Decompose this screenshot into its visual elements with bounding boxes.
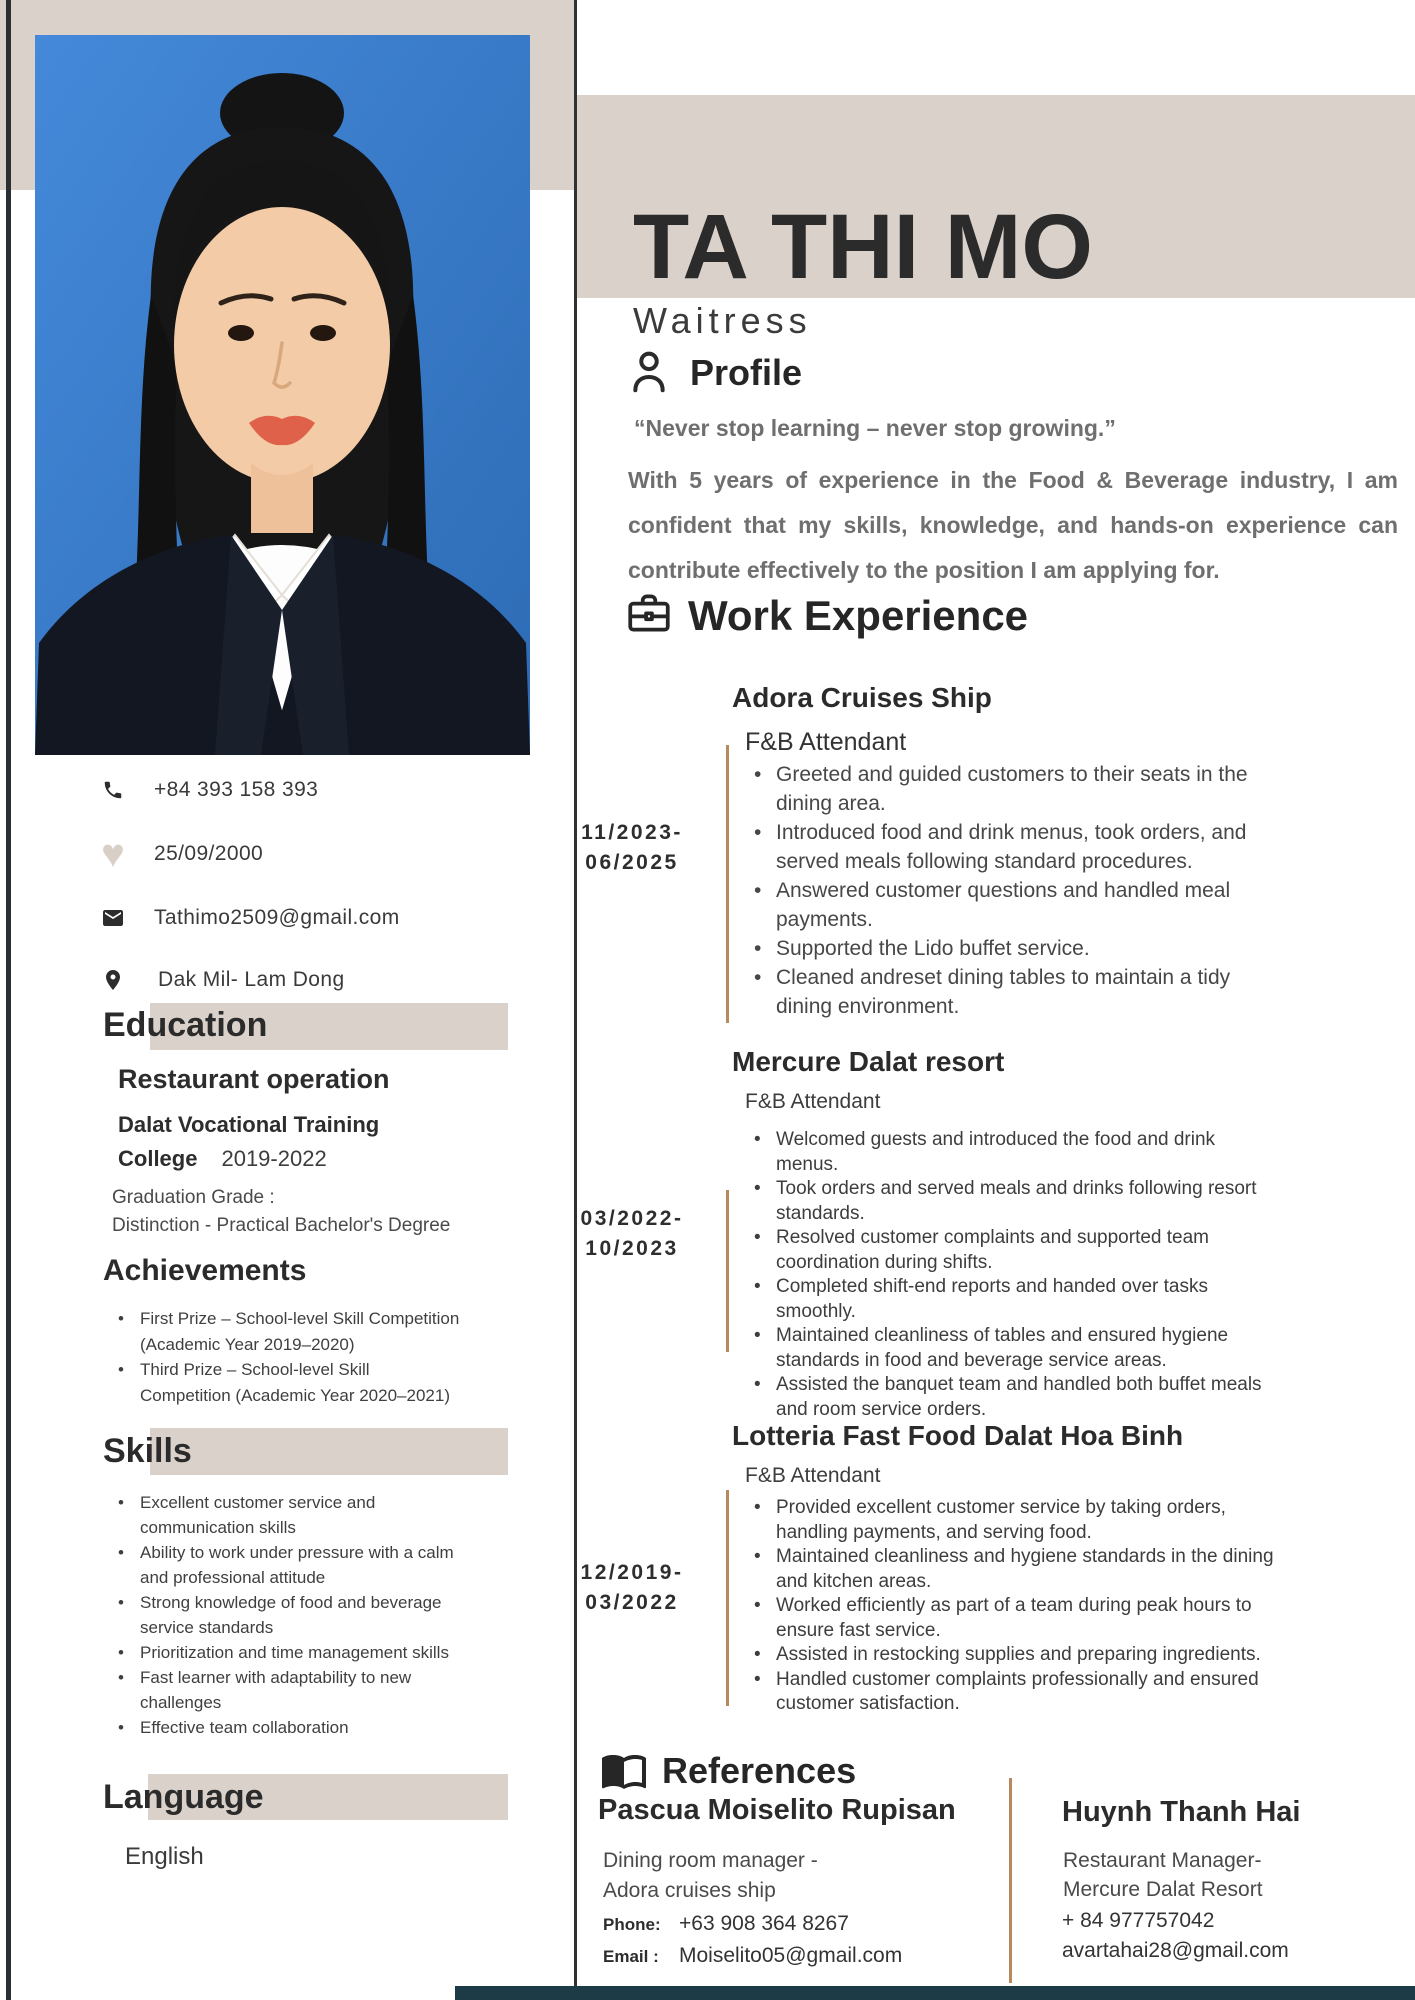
profile-heading: Profile	[690, 352, 803, 393]
job1-company: Adora Cruises Ship	[732, 682, 992, 713]
job3-bullet	[748, 1668, 1275, 1717]
job2-bullet	[748, 1177, 1275, 1226]
education-grade-value: Distinction - Practical Bachelor's Degree	[112, 1215, 451, 1236]
job3-dates	[552, 1558, 712, 1618]
skill-item	[112, 1715, 457, 1740]
job2-bullet-text: Completed shift-end reports and handed over tasks smoothly.	[776, 1276, 1208, 1322]
job1-bullet-text: Introduced food and drink menus, took orders, and served meals following standard procedures.	[776, 821, 1247, 873]
left-edge-accent-line	[6, 0, 11, 2000]
job2-bullet	[748, 1373, 1275, 1422]
job1-dates	[552, 818, 712, 878]
skill-text: Prioritization and time management skills	[140, 1643, 449, 1662]
achievements-list	[112, 1306, 464, 1408]
achievement-item	[112, 1357, 464, 1408]
job3-company: Lotteria Fast Food Dalat Hoa Binh	[732, 1420, 1184, 1451]
phone-icon	[98, 779, 128, 801]
education-school-line1: Dalat Vocational Training	[118, 1112, 380, 1137]
language-heading: Language	[103, 1778, 264, 1816]
profile-quote: “Never stop learning – never stop growing.”	[634, 415, 1116, 441]
job3-bullets	[748, 1496, 1275, 1717]
job2-bullet-text: Maintained cleanliness of tables and ensured hygiene standards in food and beverage service areas.	[776, 1325, 1229, 1371]
job3-bullet-text: Maintained cleanliness and hygiene standards in the dining and kitchen areas.	[776, 1546, 1274, 1592]
job3-bullet-text: Handled customer complaints professionally and ensured customer satisfaction.	[776, 1668, 1259, 1714]
job3-bullet	[748, 1496, 1275, 1545]
job3-date-line1: 12/2019-	[580, 1561, 684, 1584]
references-divider-line	[1009, 1778, 1012, 1983]
education-years: 2019-2022	[221, 1146, 327, 1171]
job1-timeline-line	[726, 745, 729, 1023]
contact-address-row	[98, 962, 345, 998]
open-book-icon	[598, 1746, 650, 1794]
ref1-role-line1: Dining room manager -	[603, 1849, 818, 1872]
job3-bullet	[748, 1594, 1275, 1643]
skills-list	[112, 1490, 457, 1740]
job2-bullet	[748, 1324, 1275, 1373]
job2-company: Mercure Dalat resort	[732, 1046, 1005, 1077]
skill-item	[112, 1590, 457, 1640]
education-school	[118, 1108, 379, 1176]
job1-bullet-text: Answered customer questions and handled meal payments.	[776, 879, 1231, 931]
ref1-role	[603, 1846, 818, 1906]
job2-bullet	[748, 1226, 1275, 1275]
references-heading: References	[662, 1750, 857, 1791]
ref1-email: Moiselito05@gmail.com	[679, 1944, 903, 1967]
envelope-icon	[98, 906, 128, 930]
ref2-role-line2: Mercure Dalat Resort	[1063, 1878, 1263, 1901]
contact-email: Tathimo2509@gmail.com	[154, 906, 400, 929]
job3-bullet-text: Assisted in restocking supplies and preparing ingredients.	[776, 1644, 1261, 1665]
job3-bullet	[748, 1643, 1275, 1668]
column-divider-line	[574, 0, 577, 1993]
education-school-word: College	[118, 1146, 198, 1171]
job1-date-line1: 11/2023-	[581, 821, 683, 844]
location-pin-icon	[98, 968, 128, 992]
job3-timeline-line	[726, 1490, 729, 1706]
contact-phone: +84 393 158 393	[154, 778, 319, 801]
briefcase-icon	[624, 588, 674, 638]
skills-heading-highlight	[150, 1428, 508, 1475]
education-school-line2	[118, 1142, 379, 1176]
achievement-text: First Prize – School-level Skill Competition (Academic Year 2019–2020)	[140, 1309, 460, 1354]
work-experience-heading: Work Experience	[688, 592, 1029, 639]
skill-text: Strong knowledge of food and beverage service standards	[140, 1593, 442, 1637]
job1-bullet	[748, 876, 1288, 934]
footer-bar	[455, 1986, 1415, 2000]
ref2-role	[1063, 1846, 1263, 1904]
job3-role: F&B Attendant	[745, 1464, 881, 1487]
job1-bullet	[748, 934, 1288, 963]
job2-timeline-line	[726, 1190, 729, 1352]
contact-phone-row	[98, 772, 318, 808]
job2-bullet-text: Took orders and served meals and drinks following resort standards.	[776, 1178, 1257, 1224]
job2-bullet-text: Welcomed guests and introduced the food and drink menus.	[776, 1129, 1216, 1175]
ref1-email-label: Email :	[603, 1947, 659, 1966]
ref1-phone-row	[603, 1912, 849, 1936]
ref2-phone: + 84 977757042	[1062, 1909, 1215, 1932]
job1-bullet	[748, 760, 1288, 818]
ref2-name: Huynh Thanh Hai	[1062, 1796, 1301, 1828]
job2-bullet	[748, 1275, 1275, 1324]
ref1-name: Pascua Moiselito Rupisan	[598, 1794, 956, 1826]
profile-body: With 5 years of experience in the Food & Beverage industry, I am confident that my skills, knowledge, and hands-on experience can contribute effectively to the position I am applying for.	[628, 467, 1398, 583]
job2-bullet-text: Resolved customer complaints and supported team coordination during shifts.	[776, 1227, 1210, 1273]
job1-date-line2: 06/2025	[585, 851, 679, 874]
language-item: English	[125, 1843, 204, 1870]
job2-role: F&B Attendant	[745, 1090, 881, 1113]
education-grade	[112, 1184, 450, 1240]
job2-date-line1: 03/2022-	[580, 1207, 684, 1230]
job3-bullet-text: Provided excellent customer service by taking orders, handling payments, and serving food.	[776, 1497, 1226, 1543]
ref1-phone: +63 908 364 8267	[679, 1912, 849, 1935]
skills-heading: Skills	[103, 1432, 192, 1470]
skill-text: Fast learner with adaptability to new challenges	[140, 1668, 412, 1712]
job1-bullet-text: Cleaned andreset dining tables to maintain a tidy dining environment.	[776, 966, 1231, 1018]
ref1-phone-label: Phone:	[603, 1915, 661, 1934]
job3-bullet	[748, 1545, 1275, 1594]
skill-text: Excellent customer service and communication skills	[140, 1493, 376, 1537]
job1-bullet-text: Greeted and guided customers to their seats in the dining area.	[776, 763, 1248, 815]
achievements-heading: Achievements	[103, 1254, 307, 1287]
job1-bullet-text: Supported the Lido buffet service.	[776, 937, 1090, 960]
job1-role: F&B Attendant	[745, 728, 907, 756]
person-title: Waitress	[633, 300, 812, 341]
job3-bullet-text: Worked efficiently as part of a team during peak hours to ensure fast service.	[776, 1595, 1252, 1641]
job3-date-line2: 03/2022	[585, 1591, 679, 1614]
heart-icon: ♥	[101, 832, 125, 876]
skill-text: Ability to work under pressure with a calm and professional attitude	[140, 1543, 454, 1587]
contact-birthdate-row	[98, 832, 264, 876]
ref2-role-line1: Restaurant Manager-	[1063, 1849, 1262, 1872]
job1-bullet	[748, 818, 1288, 876]
ref1-email-row	[603, 1944, 902, 1968]
contact-address: Dak Mil- Lam Dong	[158, 968, 345, 991]
education-heading: Education	[103, 1006, 268, 1044]
achievement-text: Third Prize – School-level Skill Competition (Academic Year 2020–2021)	[140, 1360, 450, 1405]
job1-bullets	[748, 760, 1288, 1021]
job2-date-line2: 10/2023	[585, 1237, 679, 1260]
job1-bullet	[748, 963, 1288, 1021]
ref1-role-line2: Adora cruises ship	[603, 1879, 776, 1902]
person-profile-icon	[628, 348, 670, 394]
contact-email-row	[98, 900, 400, 936]
skill-item	[112, 1665, 457, 1715]
job2-dates	[552, 1204, 712, 1264]
skill-item	[112, 1640, 457, 1665]
contact-birthdate: 25/09/2000	[154, 842, 264, 865]
education-grade-label: Graduation Grade :	[112, 1187, 275, 1208]
achievement-item	[112, 1306, 464, 1357]
job2-bullet-text: Assisted the banquet team and handled both buffet meals and room service orders.	[776, 1374, 1262, 1420]
job2-bullet	[748, 1128, 1275, 1177]
portrait-illustration	[35, 35, 530, 755]
profile-photo	[35, 35, 530, 755]
ref2-email: avartahai28@gmail.com	[1062, 1939, 1289, 1962]
person-name: TA THI MO	[633, 196, 1093, 298]
job2-bullets	[748, 1128, 1275, 1422]
skill-item	[112, 1540, 457, 1590]
skill-item	[112, 1490, 457, 1540]
skill-text: Effective team collaboration	[140, 1718, 349, 1737]
education-program: Restaurant operation	[118, 1064, 390, 1094]
